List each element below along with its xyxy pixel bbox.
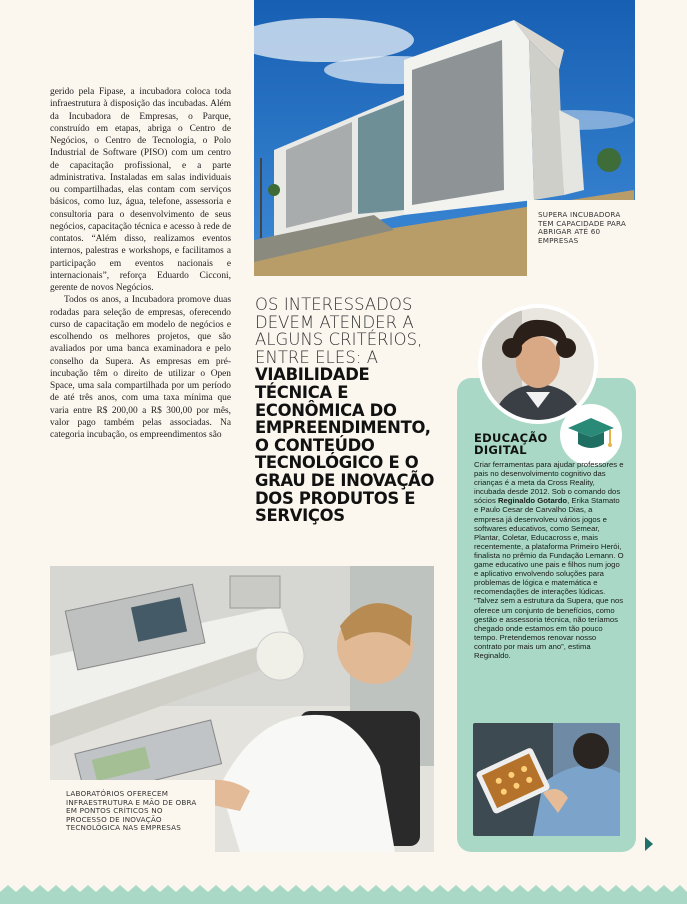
graduation-cap-badge [560,404,622,466]
sidebar-title-line: DIGITAL [474,442,527,457]
pull-quote [255,296,445,525]
sidebar-title [474,433,548,456]
tablet-child-photo [473,723,620,836]
sidebar-text-part: , Erika Stamato e Paulo Cesar de Carvalho Dias, a empresa já desenvolveu vários jogos e softwares educativos, como Semear, Plantar, Coletar, Educacross e, mais recentemente, a plataforma Primeiro Herói, finalista no prêmio da Fundação Lemann. O game educativo une pais e filhos num jogo e aplicativo envolvendo soluções para problemas de lógica e matemática e recomendações de interações lúdicas. “Talvez sem a estrutura da Supera, que nos oferece um conjunto de benefícios, como gestão e assessoria técnica, não teríamos chegado onde estamos em tão pouco tempo. Pretendemos renovar nosso contrato por mais um ano”, estima Reginaldo. [474,496,624,660]
pull-quote-intro: OS INTERESSADOS DEVEM ATENDER A ALGUNS CRITÉRIOS, ENTRE ELES: A [255,295,423,367]
lab-caption: LABORATÓRIOS OFERECEM INFRAESTRUTURA E MÃO DE OBRA EM PONTOS CRÍTICOS NO PROCESSO DE INOVAÇÃO TECNOLÓGICA NAS EMPRESAS [66,789,197,833]
article-paragraph: Todos os anos, a Incubadora promove duas rodadas para seleção de empresas, oferecendo curso de capacitação em modelo de negócios e escolhendo os melhores projetos, que são avaliados por uma banca examinadora e pelo conselho da Supera. As empresas em pré-incubação têm o direito de utilizar o Open Space, uma sala compartilhada por um período de até três anos, com uma taxa mínima que varia entre R$ 200,00 a R$ 300,00 por mês, valor pago também pelas associadas. Na categoria incubação, os empreendimentos são [50,295,231,440]
next-page-arrow-icon[interactable] [645,837,653,851]
sidebar-title-line: EDUCAÇÃO [474,431,548,445]
zigzag-border [0,882,687,904]
sidebar-text-part: Criar ferramentas para ajudar professores e pais no desenvolvimento cognitivo das crianças é a meta da Cross Reality, incubada desde 2012. Sob o comando dos sócios [474,460,624,506]
article-body [50,86,231,441]
pull-quote-emphasis: VIABILIDADE TÉCNICA E ECONÔMICA DO EMPREENDIMENTO, O CONTEÚDO TECNOLÓGICO E O GRAU DE INOVAÇÃO DOS PRODUTOS E SERVIÇOS [255,365,435,526]
sidebar-text-name: Reginaldo Gotardo [497,496,568,506]
graduation-cap-icon [560,404,622,466]
building-caption: SUPERA INCUBADORA TEM CAPACIDADE PARA ABRIGAR ATÉ 60 EMPRESAS [538,210,627,245]
article-paragraph: gerido pela Fipase, a incubadora coloca toda infraestrutura à disposição das incubadas. Além da Incubadora de Empresas, o Parque, construído em etapas, abriga o Centro de Negócios, o Centro de Tecnologia, o Polo Industrial de Software (PISO) com um centro de capacitação profissional, e a parte administrativa. Instaladas em salas individuais ou compartilhadas, elas contam com serviços básicos, como luz, água, telefone, assessoria e consultoria para o desenvolvimento de seus negócios, capacitação técnica e acesso à rede de contatos. “Além disso, realizamos eventos internos, palestras e workshops, e facilitamos a participação em eventos nacionais e internacionais”, reforça Eduardo Cicconi, gerente de novos Negócios. [50,87,231,293]
sidebar-text [474,460,624,660]
